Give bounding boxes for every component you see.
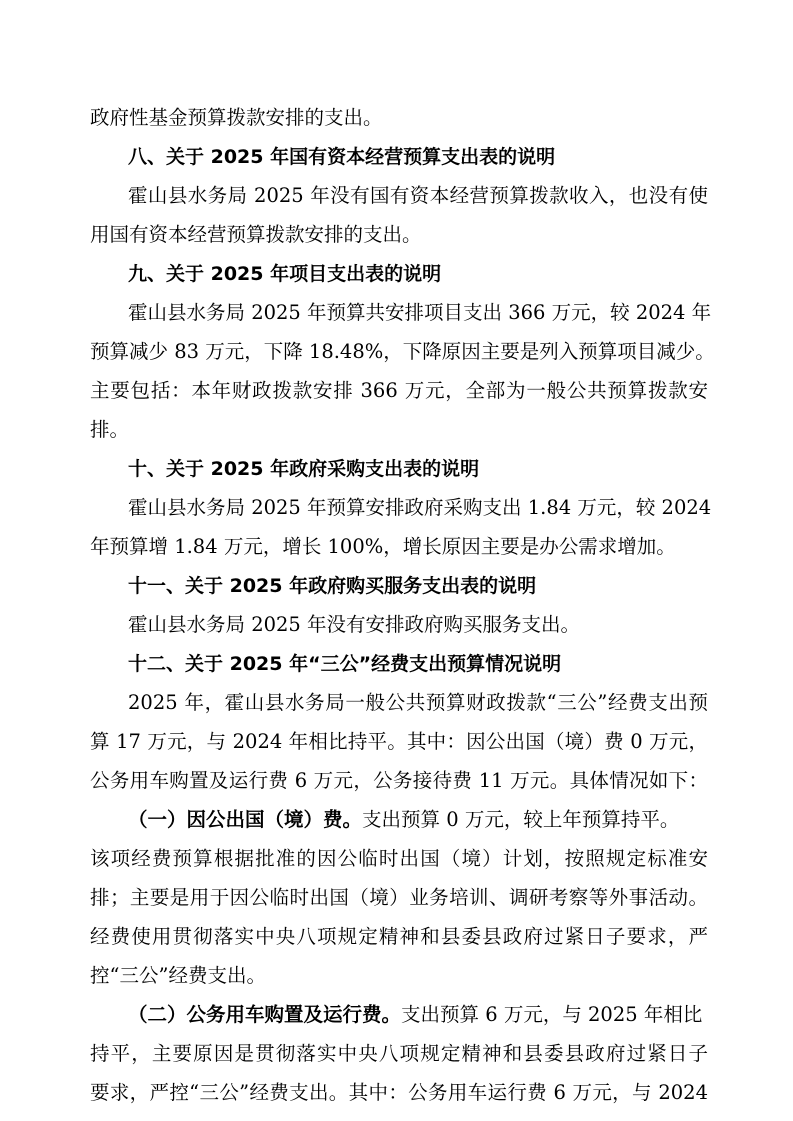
section-heading-9: 九、关于 2025 年项目支出表的说明 — [128, 263, 442, 285]
paragraph-line: 霍山县水务局 2025 年没有国有资本经营预算拨款收入，也没有使 — [128, 184, 708, 207]
paragraph-line: 控“三公”经费支出。 — [90, 964, 266, 987]
paragraph-line: 排；主要是用于因公临时出国（境）业务培训、调研考察等外事活动。 — [90, 886, 708, 909]
paragraph-line: 该项经费预算根据批准的因公临时出国（境）计划，按照规定标准安 — [90, 847, 708, 870]
paragraph-line: 主要包括：本年财政拨款安排 366 万元，全部为一般公共预算拨款安 — [90, 379, 708, 402]
paragraph-text: 支出预算 6 万元，与 2025 年相比 — [401, 1003, 703, 1026]
section-heading-12: 十二、关于 2025 年“三公”经费支出预算情况说明 — [128, 653, 562, 675]
paragraph-line: 政府性基金预算拨款安排的支出。 — [90, 106, 383, 129]
paragraph-line: 预算减少 83 万元，下降 18.48%，下降原因主要是列入预算项目减少。 — [90, 340, 715, 363]
subsection-heading-1: （一）因公出国（境）费。 — [128, 808, 363, 831]
paragraph-line — [128, 1000, 708, 1030]
section-heading-10: 十、关于 2025 年政府采购支出表的说明 — [128, 458, 480, 480]
paragraph-text: 支出预算 0 万元，较上年预算持平。 — [362, 808, 680, 831]
paragraph-line: 霍山县水务局 2025 年没有安排政府购买服务支出。 — [128, 613, 581, 636]
paragraph-line — [128, 805, 708, 835]
paragraph-line: 要求，严控“三公”经费支出。其中：公务用车运行费 6 万元，与 2024 — [90, 1081, 708, 1104]
section-heading-8: 八、关于 2025 年国有资本经营预算支出表的说明 — [128, 146, 556, 168]
paragraph-line: 算 17 万元，与 2024 年相比持平。其中：因公出国（境）费 0 万元， — [90, 730, 708, 753]
paragraph-line: 2025 年，霍山县水务局一般公共预算财政拨款“三公”经费支出预 — [128, 691, 708, 714]
paragraph-line: 持平，主要原因是贯彻落实中央八项规定精神和县委县政府过紧日子 — [90, 1042, 708, 1065]
paragraph-line: 霍山县水务局 2025 年预算共安排项目支出 366 万元，较 2024 年 — [128, 301, 712, 324]
paragraph-line: 霍山县水务局 2025 年预算安排政府采购支出 1.84 万元，较 2024 — [128, 496, 712, 519]
paragraph-line: 公务用车购置及运行费 6 万元，公务接待费 11 万元。具体情况如下： — [90, 769, 708, 792]
paragraph-line: 年预算增 1.84 万元，增长 100%，增长原因主要是办公需求增加。 — [90, 535, 676, 558]
paragraph-line: 经费使用贯彻落实中央八项规定精神和县委县政府过紧日子要求，严 — [90, 925, 708, 948]
paragraph-line: 排。 — [90, 418, 130, 441]
section-heading-11: 十一、关于 2025 年政府购买服务支出表的说明 — [128, 575, 537, 597]
subsection-heading-2: （二）公务用车购置及运行费。 — [128, 1003, 402, 1026]
paragraph-line: 用国有资本经营预算拨款安排的支出。 — [90, 223, 422, 246]
